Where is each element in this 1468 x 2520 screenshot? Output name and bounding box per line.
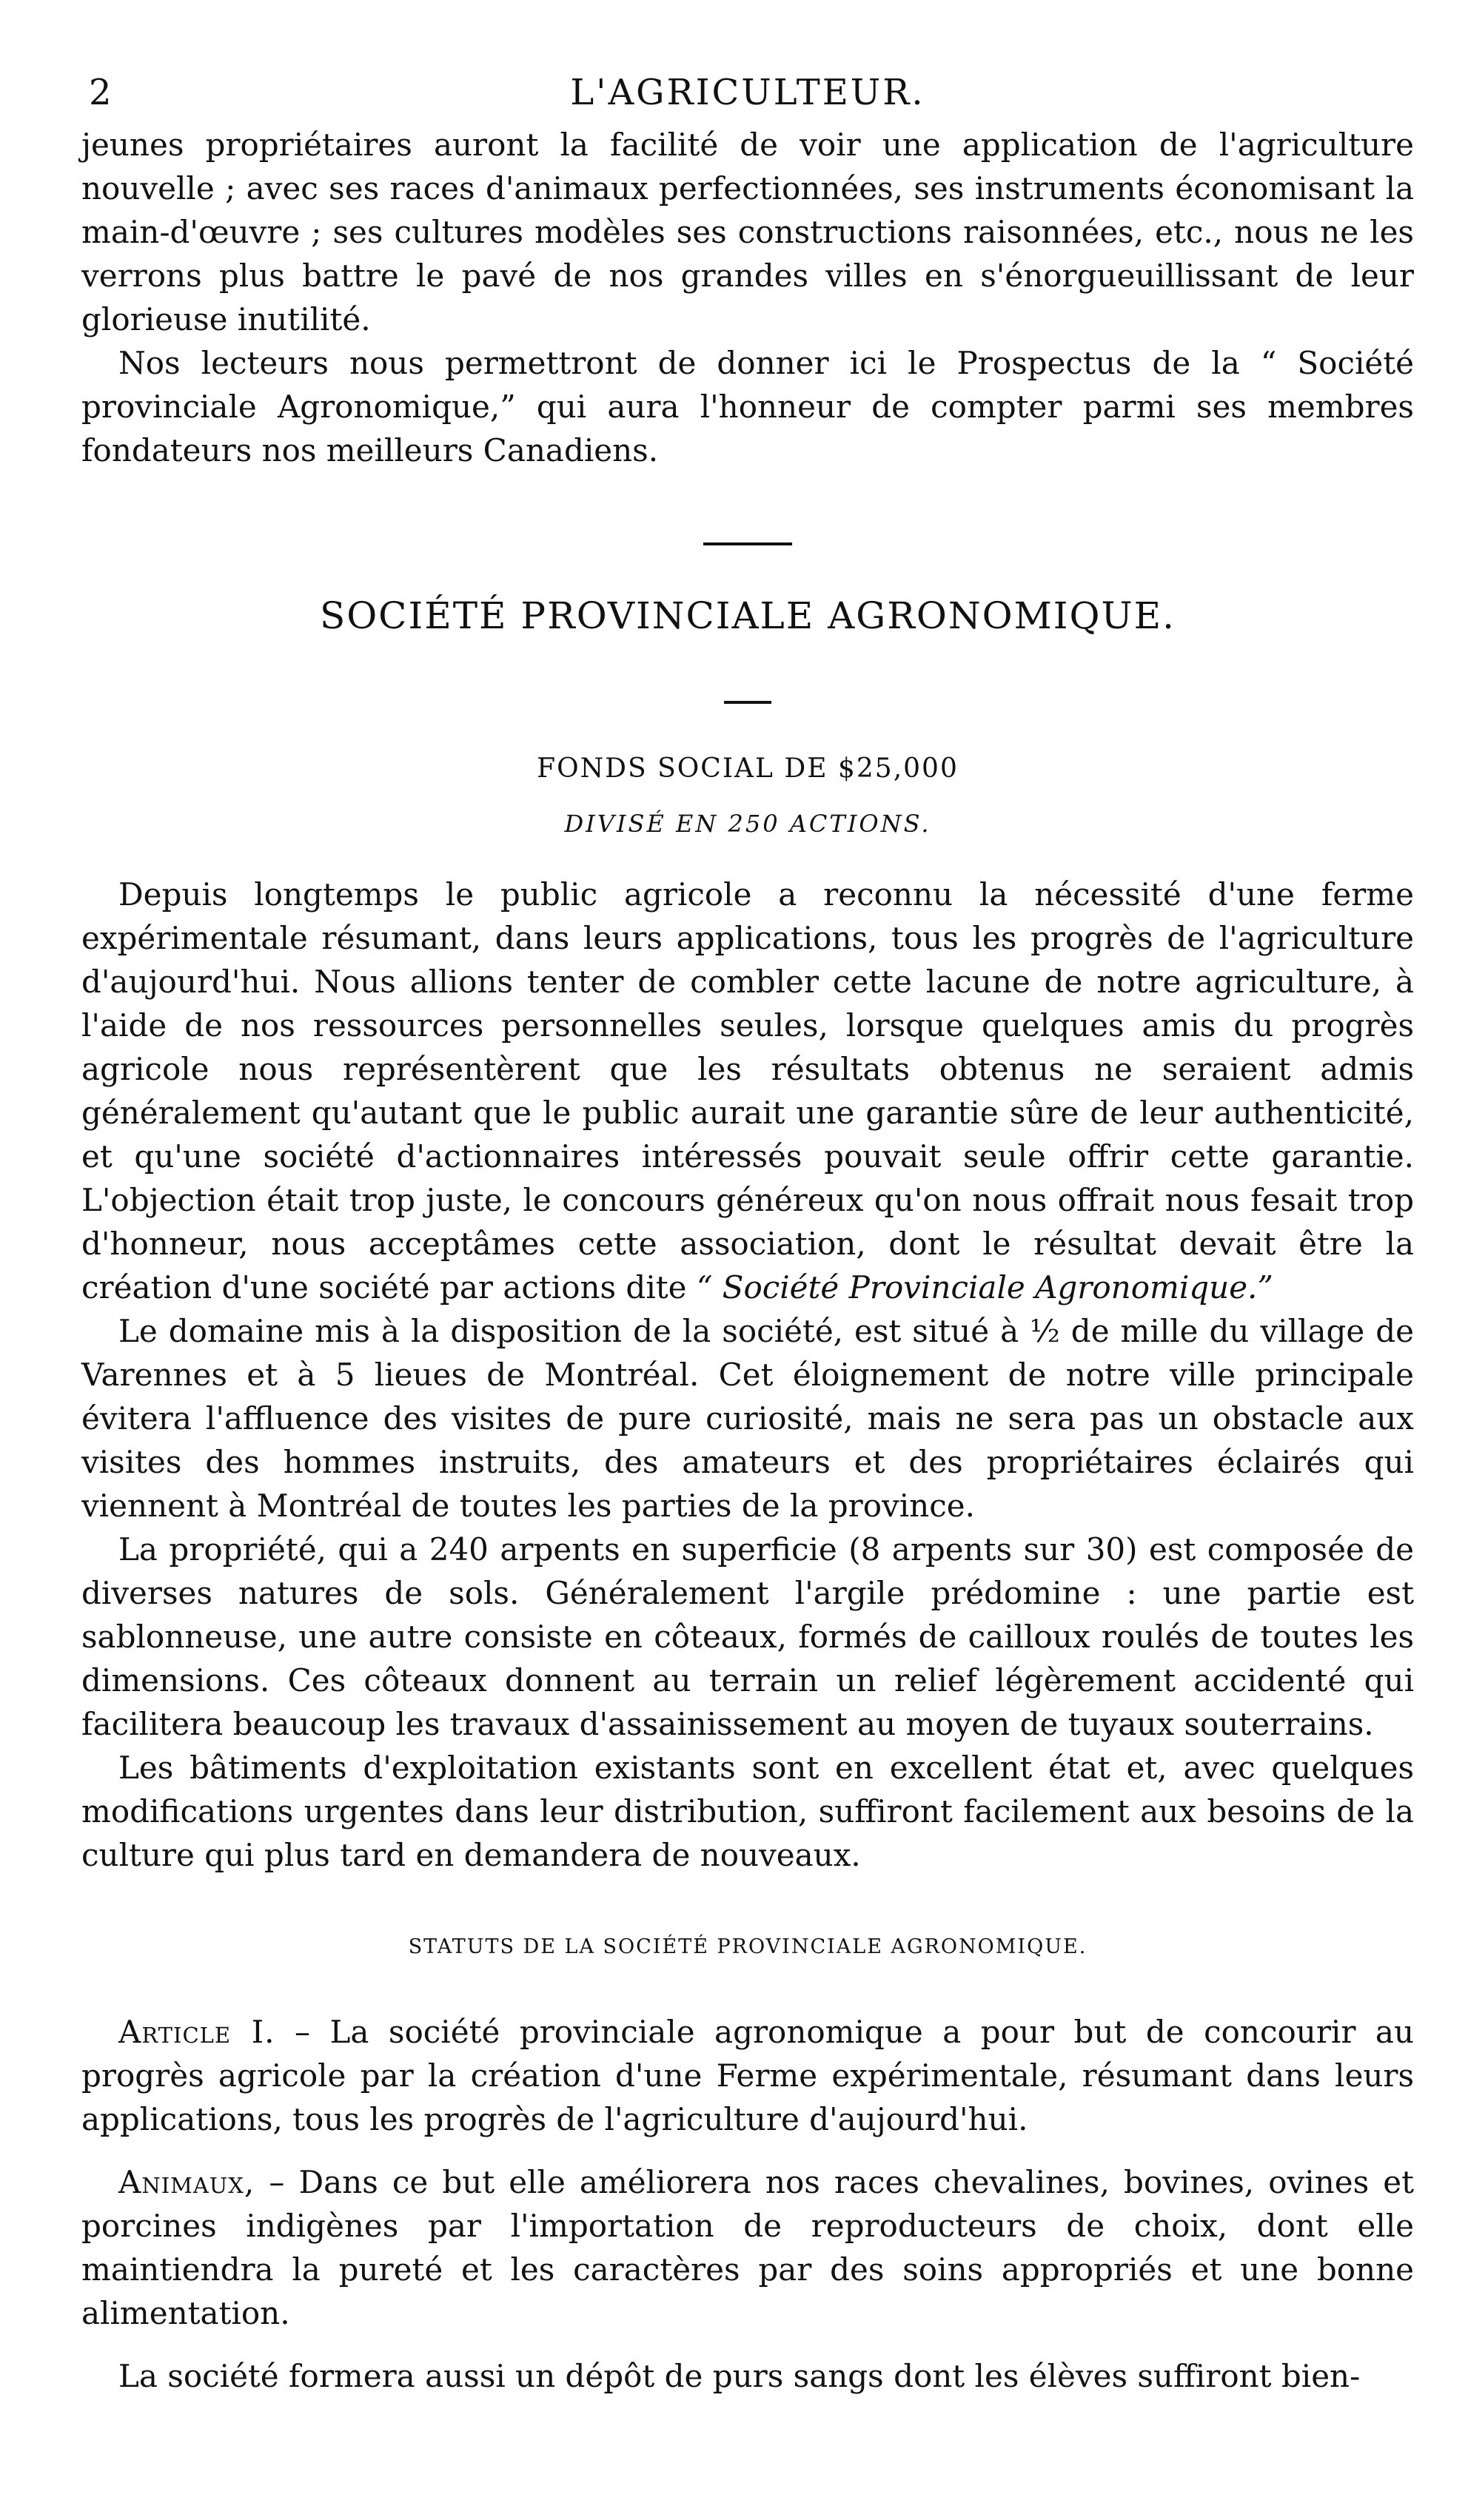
section-title: SOCIÉTÉ PROVINCIALE AGRONOMIQUE. <box>319 594 1176 637</box>
intro-text <box>81 123 1414 472</box>
document-page <box>81 67 1414 2417</box>
prospectus-paragraph-1 <box>81 873 1414 1309</box>
capital-line: FONDS SOCIAL DE $25,000 <box>537 753 959 784</box>
article-1 <box>81 2010 1414 2141</box>
animaux-text: – Dans ce but elle améliorera nos races chevalines, bovines, ovines et porcines indigènes par l'importation de reproducteurs de choix, dont elle maintiendra la pureté et les caractères par des soins appropriés et une bonne alimentation. <box>81 2164 1414 2331</box>
prospectus-paragraph-1-text: Depuis longtemps le public agricole a reconnu la nécessité d'une ferme expérimentale résumant, dans leurs applications, tous les progrès de l'agriculture d'aujourd'hui. Nous allions tenter de combler cette lacune de notre agriculture, à l'aide de nos ressources personnelles seules, lorsque quelques amis du progrès agricole nous représentèrent que les résultats obtenus ne seraient admis généralement qu'autant que le public aurait une garantie sûre de leur authenticité, et qu'une société d'actionnaires intéressés pouvait seule offrir cette garantie. L'objection était trop juste, le concours généreux qu'on nous offrait nous fesait trop d'honneur, nous acceptâmes cette association, dont le résultat devait être la création d'une société par actions dite <box>81 876 1414 1306</box>
page-number: 2 <box>89 72 112 113</box>
shares-line: DIVISÉ EN 250 ACTIONS. <box>564 810 931 838</box>
section-divider <box>703 542 792 545</box>
society-name: “ Société Provinciale Agronomique.” <box>696 1269 1273 1306</box>
intro-paragraph-1: jeunes propriétaires auront la facilité de voir une application de l'agriculture nouvelle ; avec ses races d'animaux perfectionnées, ses instruments économisant la main-d'œuvre ; ses cultures modèles ses constructions raisonnées, etc., nous ne les verrons plus battre le pavé de nos grandes villes en s'énorgueuillissant de leur glorieuse inutilité. <box>81 127 1414 337</box>
article-last-line: La société formera aussi un dépôt de purs sangs dont les élèves suffiront bien- <box>118 2358 1361 2394</box>
title-divider <box>724 701 771 704</box>
statuts-title: STATUTS DE LA SOCIÉTÉ PROVINCIALE AGRONOMIQUE. <box>408 1935 1087 1958</box>
article-1-text: – La société provinciale agronomique a pour but de concourir au progrès agricole par la création d'une Ferme expérimentale, résumant dans leurs applications, tous les progrès de l'agriculture d'aujourd'hui. <box>81 2014 1414 2137</box>
running-header <box>81 67 1414 118</box>
prospectus-paragraph-4: Les bâtiments d'exploitation existants sont en excellent état et, avec quelques modifications urgentes dans leur distribution, suffiront facilement aux besoins de la culture qui plus tard en demandera de nouveaux. <box>81 1750 1414 1873</box>
prospectus-text <box>81 873 1414 1877</box>
prospectus-paragraph-2: Le domaine mis à la disposition de la société, est situé à ½ de mille du village de Varennes et à 5 lieues de Montréal. Cet éloignement de notre ville principale évitera l'affluence des visites de pure curiosité, mais ne sera pas un obstacle aux visites des hommes instruits, des amateurs et des propriétaires éclairés qui viennent à Montréal de toutes les parties de la province. <box>81 1313 1414 1524</box>
article-animaux <box>81 2160 1414 2335</box>
article-1-lead: Article I. <box>118 2014 275 2050</box>
animaux-lead: Animaux, <box>118 2164 255 2200</box>
intro-paragraph-2: Nos lecteurs nous permettront de donner ici le Prospectus de la “ Société provinciale Agronomique,” qui aura l'honneur de compter parmi ses membres fondateurs nos meilleurs Canadiens. <box>81 345 1414 468</box>
statuts-articles <box>81 2010 1414 2398</box>
journal-title: L'AGRICULTEUR. <box>570 72 925 113</box>
prospectus-paragraph-3: La propriété, qui a 240 arpents en superficie (8 arpents sur 30) est composée de diverses natures de sols. Généralement l'argile prédomine : une partie est sablonneuse, une autre consiste en côteaux, formés de cailloux roulés de toutes les dimensions. Ces côteaux donnent au terrain un relief légèrement accidenté qui facilitera beaucoup les travaux d'assainissement au moyen de tuyaux souterrains. <box>81 1531 1414 1742</box>
